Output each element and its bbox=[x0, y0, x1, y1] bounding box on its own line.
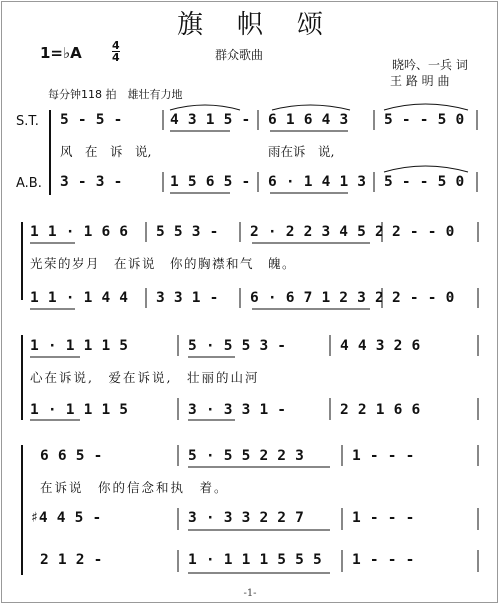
s2-bottom-bar2: 3 3 1 - bbox=[156, 290, 219, 306]
s2-top-bar1: 1 1 · 1 6 6 bbox=[30, 224, 129, 240]
tempo-marking: 每分钟118 拍 雄壮有力地 bbox=[48, 88, 183, 101]
s2-bottom-bar3: 6 · 6 7 1 2 3 2 bbox=[250, 290, 384, 306]
s2-lyrics: 光荣的岁月 在诉说 你的胸襟和气 魄。 bbox=[30, 256, 297, 271]
s1-bottom-bar4: 5 - - 5 0 bbox=[384, 174, 465, 190]
lyricist-credit: 晓吟、一兵 词 bbox=[392, 58, 468, 72]
s3-top-bar1: 1 · 1 1 1 5 bbox=[30, 338, 129, 354]
s2-top-bar3: 2 · 2 2 3 4 5 2 bbox=[250, 224, 384, 240]
voice-label-soprano-tenor: S.T. bbox=[16, 114, 39, 129]
s1-top-bar3: 6 1 6 4 3 bbox=[268, 112, 349, 128]
key-signature: 1=♭A bbox=[40, 44, 82, 62]
s3-lyrics: 心在诉说, 爱在诉说, 壮丽的山河 bbox=[30, 370, 260, 385]
s4-top-bar3: 1 - - - bbox=[352, 448, 415, 464]
s4-mid-bar2: 3 · 3 3 2 2 7 bbox=[188, 510, 305, 526]
page-number: -1- bbox=[243, 588, 257, 599]
s3-top-bar3: 4 4 3 2 6 bbox=[340, 338, 421, 354]
meter-top: 4 bbox=[112, 39, 120, 52]
genre-label: 群众歌曲 bbox=[215, 48, 264, 62]
s1-top-bar2: 4 3 1 5 - bbox=[170, 112, 251, 128]
s1-top-bar1: 5 - 5 - bbox=[60, 112, 123, 128]
s3-bottom-bar3: 2 2 1 6 6 bbox=[340, 402, 421, 418]
s4-bass-bar2: 1 · 1 1 1 5 5 5 bbox=[188, 552, 322, 568]
s4-top-bar1: 6 6 5 - bbox=[40, 448, 103, 464]
s2-top-bar2: 5 5 3 - bbox=[156, 224, 219, 240]
s4-lyrics: 在诉说 你的信念和执 着。 bbox=[40, 480, 229, 495]
s4-bass-bar3: 1 - - - bbox=[352, 552, 415, 568]
s3-top-bar2: 5 · 5 5 3 - bbox=[188, 338, 287, 354]
meter-bottom: 4 bbox=[112, 51, 120, 64]
s3-bottom-bar1: 1 · 1 1 1 5 bbox=[30, 402, 129, 418]
s1-bottom-bar3: 6 · 1 4 1 3 bbox=[268, 174, 367, 190]
s1-bottom-bar1: 3 - 3 - bbox=[60, 174, 123, 190]
s4-mid-bar1: ♯4 4 5 - bbox=[30, 510, 102, 526]
s4-mid-bar3: 1 - - - bbox=[352, 510, 415, 526]
s2-bottom-bar4: 2 - - 0 bbox=[392, 290, 455, 306]
s1-bottom-bar2: 1 5 6 5 - bbox=[170, 174, 251, 190]
composer-credit: 王 路 明 曲 bbox=[390, 74, 450, 88]
s2-bottom-bar1: 1 1 · 1 4 4 bbox=[30, 290, 129, 306]
s1-top-bar4: 5 - - 5 0 bbox=[384, 112, 465, 128]
s4-bass-bar1: 2 1 2 - bbox=[40, 552, 103, 568]
s1-lyrics-part1: 风 在 诉 说, bbox=[60, 144, 152, 159]
s2-top-bar4: 2 - - 0 bbox=[392, 224, 455, 240]
song-title: 旗帜颂 bbox=[176, 10, 357, 40]
s4-top-bar2: 5 · 5 5 2 2 3 bbox=[188, 448, 305, 464]
s1-lyrics-part2: 雨在诉 说, bbox=[268, 144, 335, 159]
voice-label-alto-bass: A.B. bbox=[16, 176, 42, 191]
s3-bottom-bar2: 3 · 3 3 1 - bbox=[188, 402, 287, 418]
